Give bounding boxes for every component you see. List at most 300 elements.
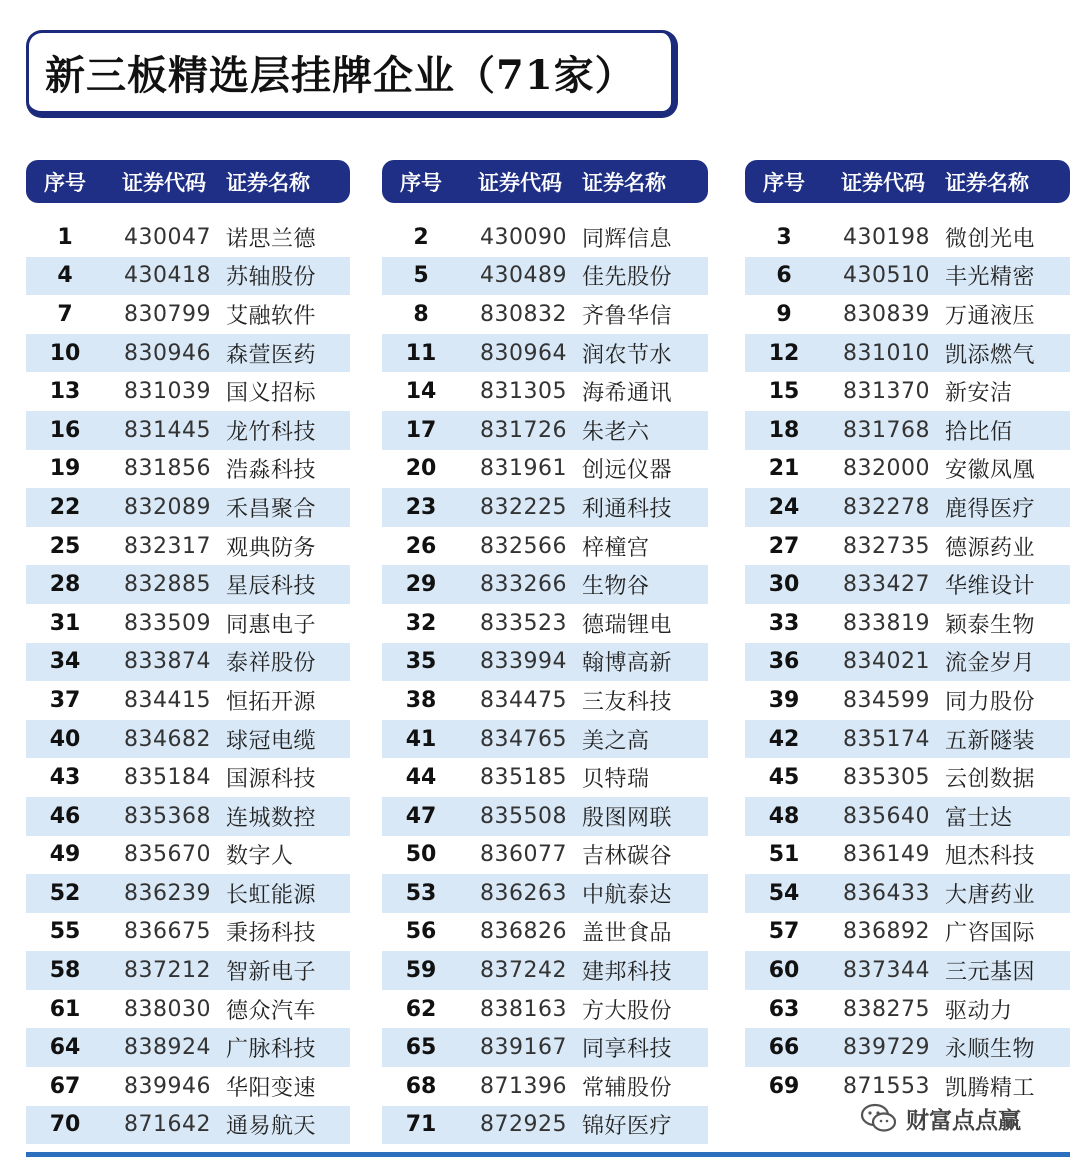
row-code: 872925: [480, 1112, 567, 1138]
row-index: 59: [405, 958, 437, 984]
row-index: 10: [49, 340, 81, 366]
row-code: 838030: [124, 996, 211, 1022]
row-name: 长虹能源: [226, 882, 317, 908]
row-index: 64: [49, 1035, 81, 1061]
row-code: 832566: [480, 533, 567, 559]
row-name: 德众汽车: [226, 998, 317, 1024]
table-row: [382, 257, 708, 296]
watermark-text: 财富点点赢: [906, 1107, 1021, 1134]
title-box: [26, 30, 678, 118]
table-row: [26, 372, 350, 411]
row-code: 839167: [480, 1035, 567, 1061]
table-row: [745, 565, 1070, 604]
row-name: 智新电子: [226, 960, 317, 986]
row-name: 秉扬科技: [226, 921, 317, 947]
header-name: 证券名称: [945, 170, 1029, 195]
row-index: 51: [768, 842, 800, 868]
row-index: 25: [49, 533, 81, 559]
table-row: [745, 1028, 1070, 1067]
row-code: 836149: [843, 842, 930, 868]
row-name: 颖泰生物: [945, 612, 1036, 638]
table-row: [26, 1028, 350, 1067]
row-code: 835670: [124, 842, 211, 868]
row-name: 翰博高新: [582, 651, 673, 677]
row-index: 36: [768, 649, 800, 675]
table-row: [745, 681, 1070, 720]
row-name: 三友科技: [582, 689, 673, 715]
row-name: 建邦科技: [582, 960, 673, 986]
row-name: 旭杰科技: [945, 844, 1036, 870]
table-row: [745, 913, 1070, 952]
row-index: 57: [768, 919, 800, 945]
table-row: [26, 720, 350, 759]
row-index: 33: [768, 610, 800, 636]
row-name: 润农节水: [582, 342, 673, 368]
table-header: [26, 160, 350, 203]
table-row: [745, 797, 1070, 836]
table-row: [745, 643, 1070, 682]
row-code: 830832: [480, 301, 567, 327]
table-row: [382, 527, 708, 566]
row-code: 831010: [843, 340, 930, 366]
table-row: [745, 450, 1070, 489]
row-code: 834021: [843, 649, 930, 675]
row-code: 830946: [124, 340, 211, 366]
row-code: 836675: [124, 919, 211, 945]
row-index: 47: [405, 803, 437, 829]
table-row: [382, 951, 708, 990]
row-index: 40: [49, 726, 81, 752]
table-row: [26, 913, 350, 952]
table-row: [382, 1106, 708, 1145]
row-index: 65: [405, 1035, 437, 1061]
row-code: 836263: [480, 880, 567, 906]
row-name: 广脉科技: [226, 1037, 317, 1063]
row-name: 利通科技: [582, 496, 673, 522]
row-name: 方大股份: [582, 998, 673, 1024]
table-row: [745, 372, 1070, 411]
row-index: 60: [768, 958, 800, 984]
row-name: 海希通讯: [582, 381, 673, 407]
row-code: 832000: [843, 456, 930, 482]
row-index: 71: [405, 1112, 437, 1138]
page-title: 新三板精选层挂牌企业（71家）: [45, 51, 636, 99]
row-index: 22: [49, 494, 81, 520]
table-row: [26, 257, 350, 296]
row-code: 831445: [124, 417, 211, 443]
table-row: [26, 1067, 350, 1106]
row-name: 数字人: [226, 844, 294, 870]
row-index: 34: [49, 649, 81, 675]
row-name: 流金岁月: [945, 651, 1036, 677]
table-row: [26, 411, 350, 450]
row-index: 7: [57, 301, 73, 327]
row-index: 17: [405, 417, 437, 443]
row-name: 锦好医疗: [582, 1114, 673, 1140]
row-code: 837344: [843, 958, 930, 984]
row-name: 浩淼科技: [226, 458, 317, 484]
table-row: [26, 836, 350, 875]
row-index: 31: [49, 610, 81, 636]
row-name: 殷图网联: [582, 805, 673, 831]
row-code: 833427: [843, 572, 930, 598]
row-code: 831726: [480, 417, 567, 443]
header-name: 证券名称: [582, 170, 666, 195]
table-row: [382, 450, 708, 489]
row-code: 837242: [480, 958, 567, 984]
row-index: 43: [49, 765, 81, 791]
row-index: 32: [405, 610, 437, 636]
row-index: 58: [49, 958, 81, 984]
table-row: [745, 527, 1070, 566]
row-code: 832278: [843, 494, 930, 520]
row-name: 云创数据: [945, 767, 1036, 793]
table-row: [745, 218, 1070, 257]
table-row: [382, 720, 708, 759]
row-name: 国义招标: [226, 381, 317, 407]
row-index: 12: [768, 340, 800, 366]
row-code: 831961: [480, 456, 567, 482]
row-name: 驱动力: [945, 998, 1013, 1024]
table-row: [382, 990, 708, 1029]
row-index: 62: [405, 996, 437, 1022]
row-index: 16: [49, 417, 81, 443]
table-body: [745, 218, 1070, 1106]
table-body: [26, 218, 350, 1144]
table-row: [745, 758, 1070, 797]
row-code: 831856: [124, 456, 211, 482]
row-name: 球冠电缆: [226, 728, 317, 754]
table-row: [745, 604, 1070, 643]
row-name: 苏轴股份: [226, 265, 317, 291]
row-name: 恒拓开源: [226, 689, 317, 715]
row-name: 安徽凤凰: [945, 458, 1036, 484]
row-name: 永顺生物: [945, 1037, 1036, 1063]
table-row: [382, 836, 708, 875]
row-name: 贝特瑞: [582, 767, 650, 793]
header-code: 证券代码: [122, 170, 206, 195]
table-row: [382, 372, 708, 411]
row-index: 37: [49, 687, 81, 713]
table-row: [26, 643, 350, 682]
row-index: 6: [776, 263, 792, 289]
row-code: 832089: [124, 494, 211, 520]
row-name: 创远仪器: [582, 458, 673, 484]
row-code: 430489: [480, 263, 567, 289]
table-row: [26, 488, 350, 527]
row-index: 2: [413, 224, 429, 250]
row-code: 838275: [843, 996, 930, 1022]
table-row: [745, 874, 1070, 913]
row-code: 871396: [480, 1073, 567, 1099]
table-row: [26, 951, 350, 990]
row-code: 836239: [124, 880, 211, 906]
table-row: [382, 565, 708, 604]
row-code: 834682: [124, 726, 211, 752]
row-code: 839946: [124, 1073, 211, 1099]
table-row: [745, 720, 1070, 759]
row-code: 832885: [124, 572, 211, 598]
row-name: 艾融软件: [226, 303, 317, 329]
row-code: 835185: [480, 765, 567, 791]
row-name: 凯腾精工: [945, 1075, 1036, 1101]
table-row: [745, 334, 1070, 373]
row-code: 871642: [124, 1112, 211, 1138]
table-row: [745, 295, 1070, 334]
table-row: [382, 488, 708, 527]
row-code: 834765: [480, 726, 567, 752]
table-row: [26, 797, 350, 836]
table-1: [26, 160, 350, 1144]
row-index: 35: [405, 649, 437, 675]
row-name: 三元基因: [945, 960, 1036, 986]
row-index: 46: [49, 803, 81, 829]
row-index: 8: [413, 301, 429, 327]
table-row: [745, 411, 1070, 450]
watermark: [860, 1098, 1021, 1138]
row-index: 68: [405, 1073, 437, 1099]
row-name: 凯添燃气: [945, 342, 1036, 368]
row-index: 21: [768, 456, 800, 482]
wechat-icon: [860, 1103, 898, 1133]
row-code: 831039: [124, 379, 211, 405]
row-code: 836077: [480, 842, 567, 868]
table-row: [26, 681, 350, 720]
table-row: [26, 334, 350, 373]
row-index: 56: [405, 919, 437, 945]
row-name: 龙竹科技: [226, 419, 317, 445]
row-code: 836892: [843, 919, 930, 945]
row-code: 835184: [124, 765, 211, 791]
row-code: 430418: [124, 263, 211, 289]
table-row: [745, 836, 1070, 875]
row-code: 833874: [124, 649, 211, 675]
row-index: 18: [768, 417, 800, 443]
footer-rule: [26, 1152, 1070, 1157]
row-code: 834599: [843, 687, 930, 713]
row-name: 泰祥股份: [226, 651, 317, 677]
table-row: [26, 450, 350, 489]
table-row: [26, 990, 350, 1029]
row-index: 45: [768, 765, 800, 791]
table-row: [745, 951, 1070, 990]
row-name: 拾比佰: [945, 419, 1013, 445]
row-index: 5: [413, 263, 429, 289]
row-code: 833509: [124, 610, 211, 636]
row-index: 29: [405, 572, 437, 598]
row-name: 森萱医药: [226, 342, 317, 368]
header-index: 序号: [44, 170, 86, 195]
table-body: [382, 218, 708, 1144]
row-name: 通易航天: [226, 1114, 317, 1140]
row-index: 15: [768, 379, 800, 405]
table-row: [382, 604, 708, 643]
row-code: 836433: [843, 880, 930, 906]
table-header: [745, 160, 1070, 203]
table-row: [382, 218, 708, 257]
table-row: [382, 1067, 708, 1106]
row-code: 831370: [843, 379, 930, 405]
row-name: 常辅股份: [582, 1075, 673, 1101]
row-index: 1: [57, 224, 73, 250]
row-index: 38: [405, 687, 437, 713]
row-name: 同惠电子: [226, 612, 317, 638]
row-name: 鹿得医疗: [945, 496, 1036, 522]
row-index: 50: [405, 842, 437, 868]
row-index: 42: [768, 726, 800, 752]
row-name: 观典防务: [226, 535, 317, 561]
row-code: 830799: [124, 301, 211, 327]
row-index: 49: [49, 842, 81, 868]
row-code: 831768: [843, 417, 930, 443]
row-name: 吉林碳谷: [582, 844, 673, 870]
row-code: 838924: [124, 1035, 211, 1061]
row-index: 20: [405, 456, 437, 482]
table-row: [26, 874, 350, 913]
table-row: [382, 334, 708, 373]
row-code: 834415: [124, 687, 211, 713]
row-code: 832735: [843, 533, 930, 559]
row-name: 连城数控: [226, 805, 317, 831]
table-row: [382, 874, 708, 913]
row-index: 41: [405, 726, 437, 752]
row-code: 430090: [480, 224, 567, 250]
table-row: [745, 257, 1070, 296]
row-index: 48: [768, 803, 800, 829]
row-index: 44: [405, 765, 437, 791]
row-name: 德源药业: [945, 535, 1036, 561]
row-index: 54: [768, 880, 800, 906]
row-name: 同辉信息: [582, 226, 673, 252]
row-name: 广咨国际: [945, 921, 1036, 947]
row-index: 4: [57, 263, 73, 289]
table-row: [26, 604, 350, 643]
row-index: 55: [49, 919, 81, 945]
row-index: 23: [405, 494, 437, 520]
table-row: [382, 758, 708, 797]
table-row: [26, 218, 350, 257]
row-name: 佳先股份: [582, 265, 673, 291]
table-row: [382, 643, 708, 682]
table-row: [26, 1106, 350, 1145]
row-code: 830839: [843, 301, 930, 327]
table-row: [26, 758, 350, 797]
row-index: 39: [768, 687, 800, 713]
row-code: 835305: [843, 765, 930, 791]
row-code: 832225: [480, 494, 567, 520]
table-row: [26, 565, 350, 604]
header-index: 序号: [400, 170, 442, 195]
row-index: 11: [405, 340, 437, 366]
row-code: 832317: [124, 533, 211, 559]
row-code: 833819: [843, 610, 930, 636]
row-index: 61: [49, 996, 81, 1022]
row-code: 837212: [124, 958, 211, 984]
row-index: 30: [768, 572, 800, 598]
row-index: 13: [49, 379, 81, 405]
row-code: 430047: [124, 224, 211, 250]
table-header: [382, 160, 708, 203]
table-row: [382, 1028, 708, 1067]
row-name: 同力股份: [945, 689, 1036, 715]
row-code: 830964: [480, 340, 567, 366]
table-3: [745, 160, 1070, 1106]
row-name: 生物谷: [582, 574, 650, 600]
table-row: [382, 681, 708, 720]
row-name: 诺思兰德: [226, 226, 317, 252]
row-code: 833994: [480, 649, 567, 675]
row-code: 833523: [480, 610, 567, 636]
row-name: 万通液压: [945, 303, 1036, 329]
row-index: 70: [49, 1112, 81, 1138]
row-code: 835640: [843, 803, 930, 829]
row-code: 831305: [480, 379, 567, 405]
row-name: 富士达: [945, 805, 1013, 831]
row-code: 430198: [843, 224, 930, 250]
row-code: 839729: [843, 1035, 930, 1061]
row-code: 835174: [843, 726, 930, 752]
row-name: 同享科技: [582, 1037, 673, 1063]
row-index: 66: [768, 1035, 800, 1061]
row-code: 838163: [480, 996, 567, 1022]
row-name: 微创光电: [945, 226, 1036, 252]
header-name: 证券名称: [226, 170, 310, 195]
row-name: 朱老六: [582, 419, 650, 445]
row-code: 835508: [480, 803, 567, 829]
row-name: 五新隧装: [945, 728, 1036, 754]
row-index: 63: [768, 996, 800, 1022]
row-name: 星辰科技: [226, 574, 317, 600]
table-row: [745, 488, 1070, 527]
row-code: 430510: [843, 263, 930, 289]
table-row: [382, 295, 708, 334]
row-name: 华阳变速: [226, 1075, 317, 1101]
table-row: [26, 295, 350, 334]
header-code: 证券代码: [841, 170, 925, 195]
row-index: 3: [776, 224, 792, 250]
row-index: 14: [405, 379, 437, 405]
table-row: [26, 527, 350, 566]
row-index: 27: [768, 533, 800, 559]
row-index: 52: [49, 880, 81, 906]
row-name: 新安洁: [945, 381, 1013, 407]
row-code: 836826: [480, 919, 567, 945]
header-code: 证券代码: [478, 170, 562, 195]
row-index: 24: [768, 494, 800, 520]
row-code: 871553: [843, 1073, 930, 1099]
row-name: 德瑞锂电: [582, 612, 673, 638]
row-code: 834475: [480, 687, 567, 713]
row-code: 835368: [124, 803, 211, 829]
table-row: [745, 990, 1070, 1029]
header-index: 序号: [763, 170, 805, 195]
row-index: 53: [405, 880, 437, 906]
row-index: 26: [405, 533, 437, 559]
row-name: 盖世食品: [582, 921, 673, 947]
row-index: 19: [49, 456, 81, 482]
row-index: 9: [776, 301, 792, 327]
row-name: 美之高: [582, 728, 650, 754]
table-row: [382, 913, 708, 952]
row-index: 28: [49, 572, 81, 598]
row-name: 国源科技: [226, 767, 317, 793]
row-name: 丰光精密: [945, 265, 1036, 291]
row-code: 833266: [480, 572, 567, 598]
row-name: 齐鲁华信: [582, 303, 673, 329]
row-index: 67: [49, 1073, 81, 1099]
row-name: 禾昌聚合: [226, 496, 317, 522]
table-row: [382, 797, 708, 836]
